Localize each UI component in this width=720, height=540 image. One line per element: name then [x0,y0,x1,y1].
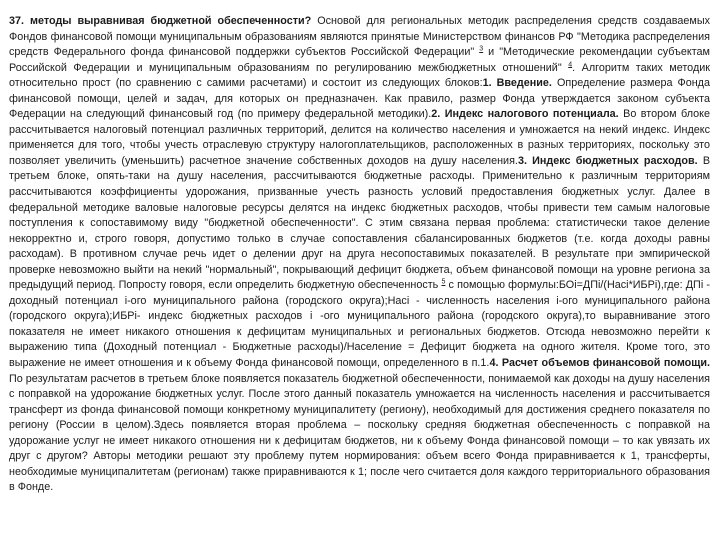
section-3-title: 3. Индекс бюджетных расходов. [517,154,698,167]
intro-text-3: . Алгоритм таких методик относительно прост (по сравнению с самими расчетами) и состоит из следующих блоков: [9,61,710,90]
question-heading: 37. методы выравнивая бюджетной обеспеченности? [9,15,312,27]
intro-text: Основой для региональных методик распределения средств создаваемых Фондов финансовой помощи муниципальным образованиям являются принятые Министерством финансов РФ "Методика распределения средств Федерального фонда финансовой поддержки субъектов Российской Федерации" [9,15,710,59]
section-4-text: По результатам расчетов в третьем блоке появляется показатель бюджетной обеспеченности, понимаемой как доходы на душу населения с поправкой на удорожание бюджетных услуг. После этого данный показатель умножается на численность населения и рассчитывается трансферт из фонда финансовой помощи конкретному муниципалитету (региону), необходимый для достижения среднего показателя по региону (России в целом).Здесь появляется вторая проблема – поскольку средняя бюджетная обеспеченность с поправкой на удорожание услуг не имеет никакого отношения ни к дефицитам бюджетов, ни к объему Фонда финансовой помощи – то как увязать их друг с другом? Авторы методики решают эту проблему путем нормирования: объем всего Фонда приравнивается к 1, трансферты, необходимые муниципалитетам (регионам) также приравниваются к 1; после чего считается доля каждого территориального образования в Фонде. [9,372,710,494]
footnote-ref-5[interactable]: 5 [441,278,446,286]
section-3-formula-text: с помощью формулы:БОi=ДПi/(Насi*ИБРi),где: ДПi - доходный потенциал i-ого муниципального района (городского округа);Насi - численность населения i-ого муниципального района (городского округа);ИБРi- индекс бюджетных расходов i -ого муниципального района (городского округа),то выравнивание этого показателя не имеет никакого отношения к дефицитам муниципальных и региональных бюджетов. Отсюда невозможно перейти к выражению типа (Доходный потенциал - Бюджетные расходы)/Население = Дефицит бюджета на одного жителя. Кроме того, это выражение не имеет отношения и к объему Фонда финансовой помощи, определенного в п.1. [9,279,710,370]
section-3-text: В третьем блоке, опять-таки на душу населения, рассчитываются бюджетные расходы. Применительно к различным территориям рассчитываются коэффициенты удорожания, призванные учесть разность условий предоставления бюджетных услуг. Далее в федеральной методике валовые налоговые ресурсы делятся на индекс бюджетных расходов, чтобы привести тем самым налоговые поступления к сопоставимому виду "бюджетной обеспеченности". С этим связана первая проблема: статистически такое деление некорректно и, строго говоря, допустимо только в случае сопоставления сбалансированных бюджетов (т.е. когда доходы равны расходам). В противном случае речь идет о делении друг на друга несопоставимых показателей. В результате при эмпирической проверке невозможно выйти на некий "нормальный", покрывающий дефицит бюджета, объем финансовой помощи на уровне региона за предыдущий период. Попросту говоря, если определить бюджетную обеспеченность [9,154,711,292]
section-2-title: 2. Индекс налогового потенциала. [431,108,619,121]
section-2-text: Во втором блоке рассчитывается налоговый потенциал различных территорий, делится на количество населения и умножается на некий индекс. Индекс применяется для того, чтобы учесть отраслевую структуру налогоплательщиков, расположенных в разных территориях, поскольку это позволяет увеличить (уменьшить) расчетное значение собственных доходов на душу населения. [9,108,710,167]
footnote-ref-3[interactable]: 3 [479,45,484,53]
document-body [9,14,710,496]
section-1-title: 1. Введение. [482,77,552,90]
section-4-title: 4. Расчет объемов финансовой помощи. [489,357,711,370]
footnote-ref-4[interactable]: 4 [568,61,573,69]
section-1-text: Определение размера Фонда финансовой помощи, целей и задач, для которых он предназначен. Как правило, размер Фонда утверждается законом субъекта Федерации на следующий финансовый год (по примеру федеральной методики). [9,77,710,121]
intro-text-2: и "Методические рекомендации субъектам Российской Федерации и муниципальным образованиям по регулированию межбюджетных отношений" [9,46,710,74]
